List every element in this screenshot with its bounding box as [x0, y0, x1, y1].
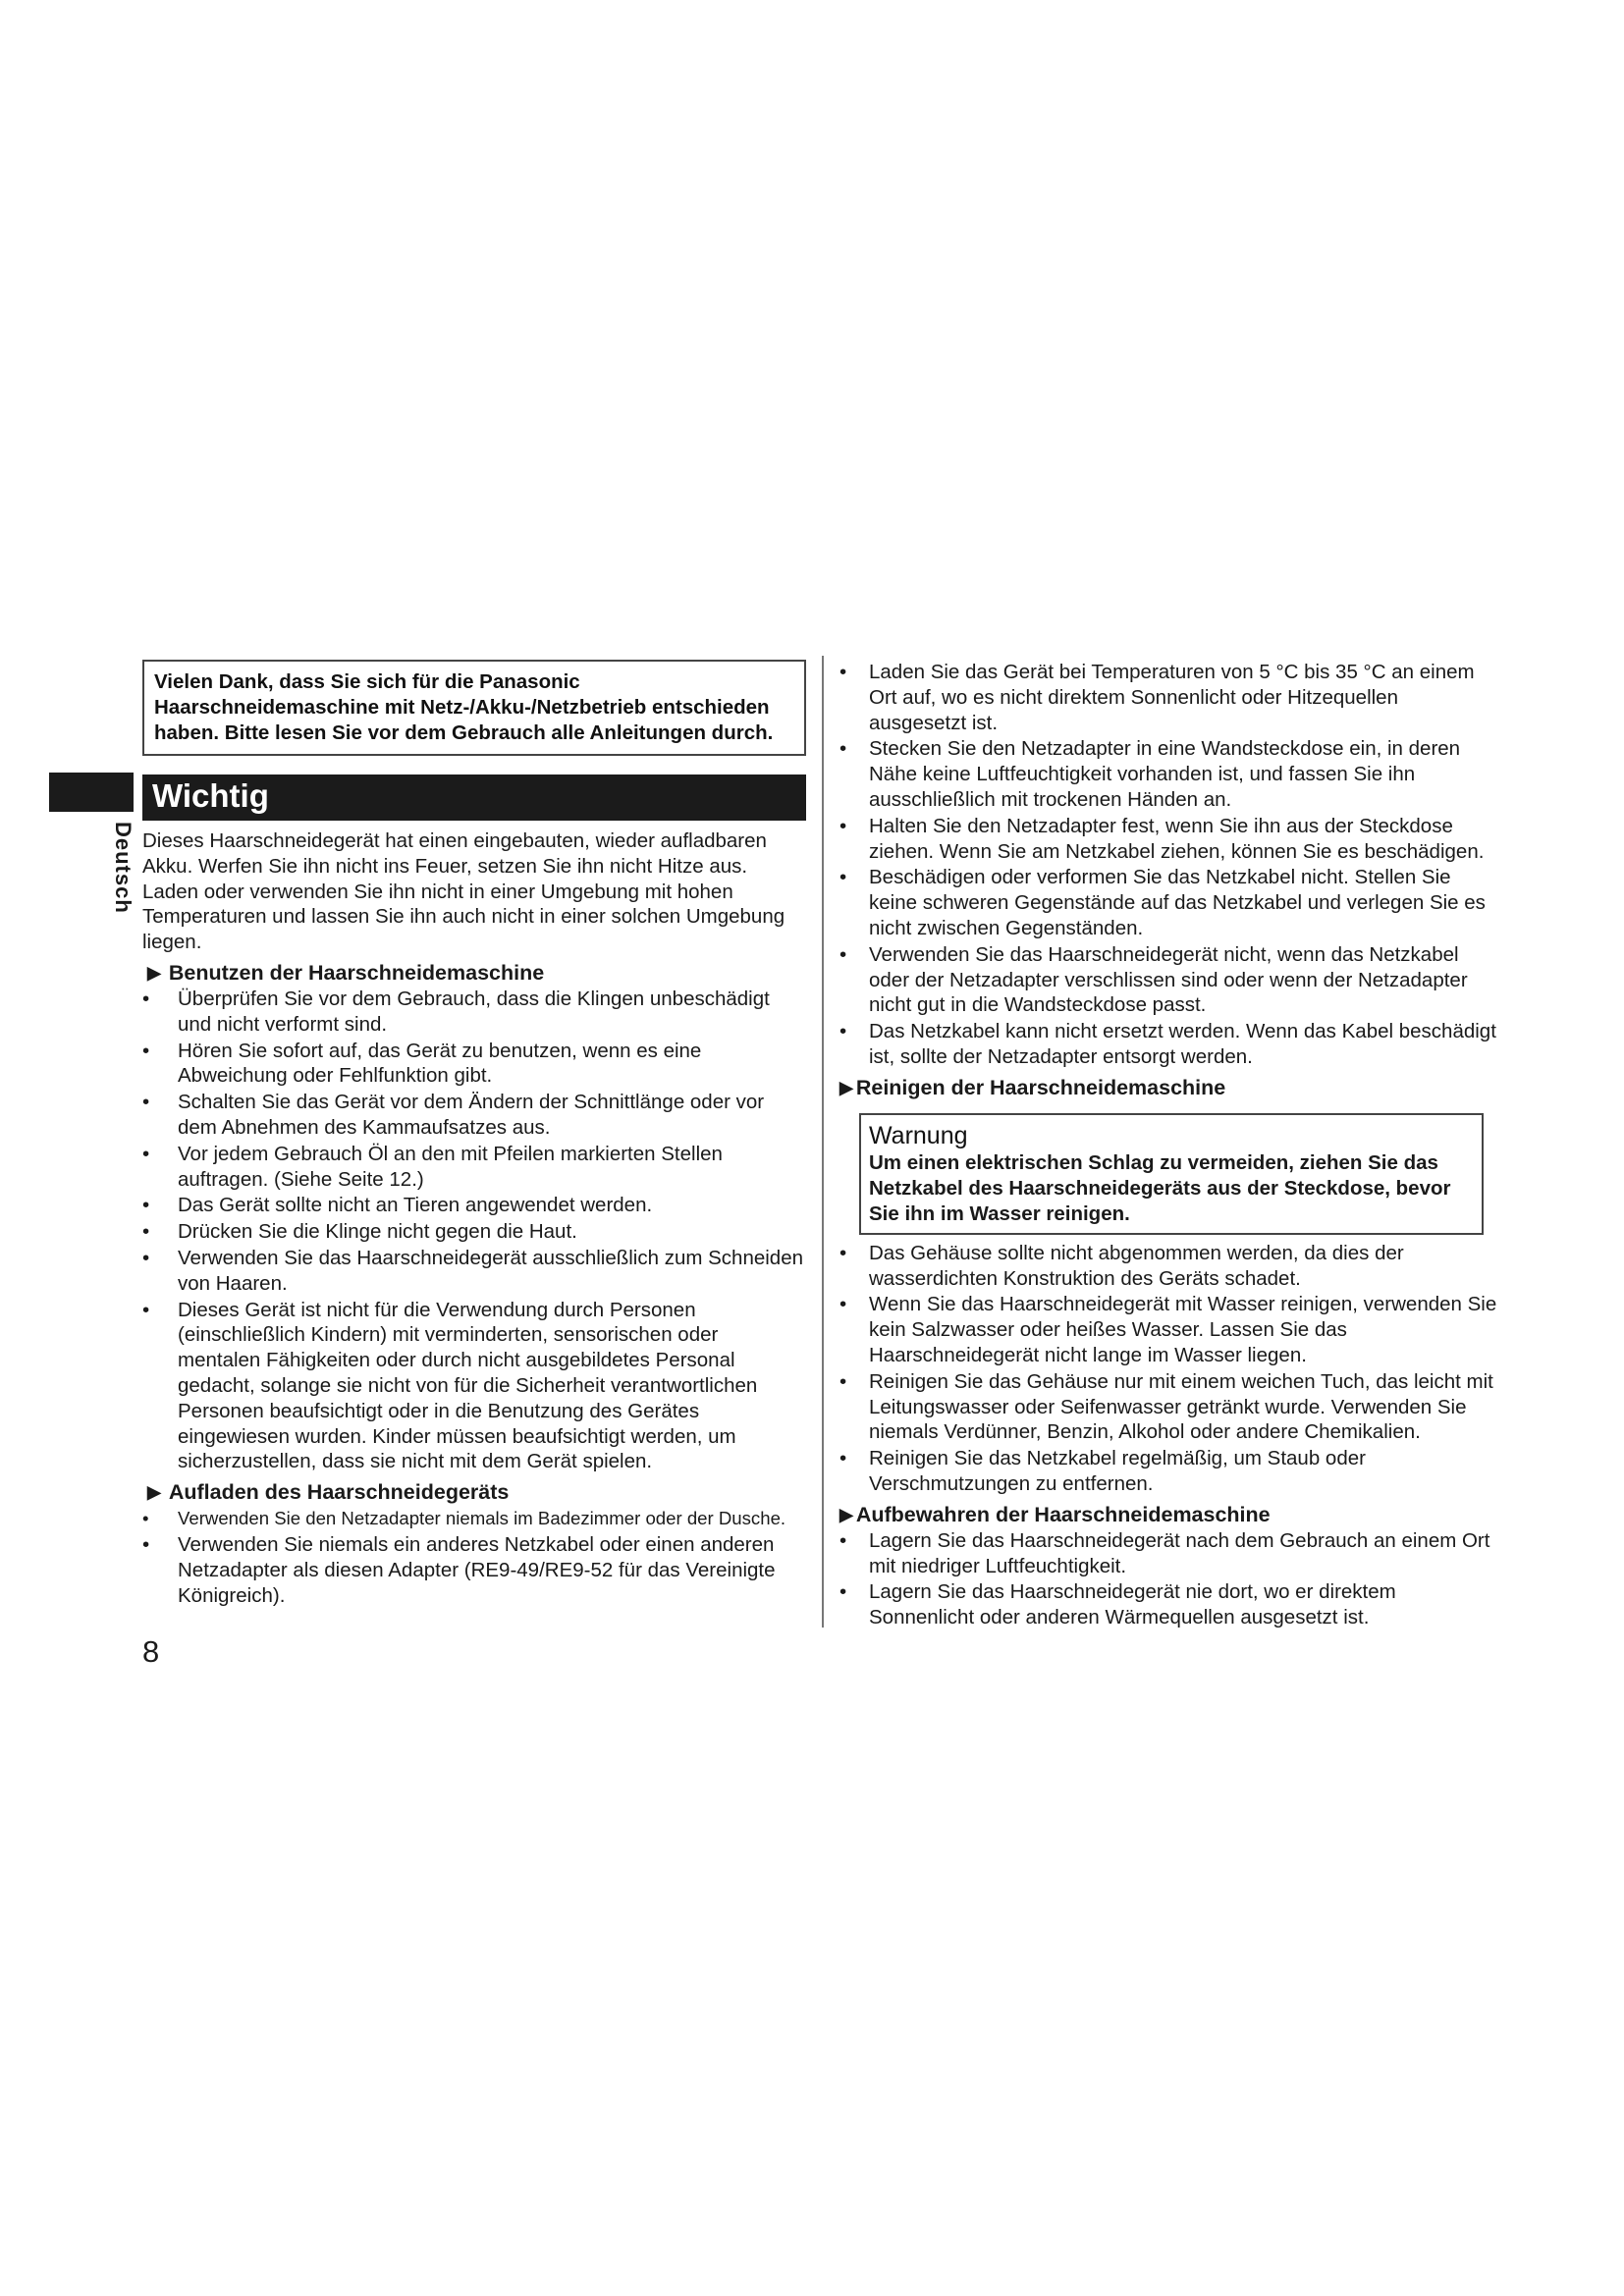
list-item: • Vor jedem Gebrauch Öl an den mit Pfeilen markierten Stellen auftragen. (Siehe Seite 12.)	[142, 1142, 723, 1191]
list-item: • Lagern Sie das Haarschneidegerät nach dem Gebrauch an einem Ort mit niedriger Luftfeuchtigkeit.	[839, 1528, 1490, 1577]
list-item: • Verwenden Sie den Netzadapter niemals im Badezimmer oder der Dusche.	[142, 1508, 786, 1529]
section-heading	[147, 959, 806, 987]
section-title: Reinigen der Haarschneidemaschine	[855, 1075, 1226, 1099]
list-item: • Halten Sie den Netzadapter fest, wenn Sie ihn aus der Steckdose ziehen. Wenn Sie am Netzkabel ziehen, können Sie es beschädigen.	[839, 814, 1485, 863]
section-heading	[839, 1074, 1497, 1101]
section-charging	[142, 1478, 806, 1608]
page-number: 8	[142, 1634, 160, 1669]
section-title: Benutzen der Haarschneidemaschine	[168, 960, 545, 985]
arrow-right-icon: ▶	[147, 962, 161, 983]
list-item: • Schalten Sie das Gerät vor dem Ändern der Schnittlänge oder vor dem Abnehmen des Kammaufsatzes aus.	[142, 1091, 765, 1139]
list-item: • Hören Sie sofort auf, das Gerät zu benutzen, wenn es eine Abweichung oder Fehlfunktion gibt.	[142, 1039, 702, 1088]
bullet-list	[142, 987, 806, 1474]
list-item: • Stecken Sie den Netzadapter in eine Wandsteckdose ein, in deren Nähe keine Luftfeuchtigkeit vorhanden ist, und fassen Sie ihn ausschließlich mit trockenen Händen an.	[839, 737, 1461, 811]
list-item: • Laden Sie das Gerät bei Temperaturen von 5 °C bis 35 °C an einem Ort auf, wo es nicht direktem Sonnenlicht oder Hitzequellen ausgesetzt ist.	[839, 661, 1475, 734]
important-paragraph: Dieses Haarschneidegerät hat einen eingebauten, wieder aufladbaren Akku. Werfen Sie ihn nicht ins Feuer, setzen Sie ihn nicht Hitze aus. Laden oder verwenden Sie ihn nicht in einer Umgebung mit hohen Temperaturen und lassen Sie ihn auch nicht in einer solchen Umgebung liegen.	[142, 829, 785, 954]
bullet-list-charging-continued	[839, 660, 1497, 1070]
list-item: • Das Gerät sollte nicht an Tieren angewendet werden.	[142, 1194, 653, 1217]
list-item: • Reinigen Sie das Gehäuse nur mit einem weichen Tuch, das leicht mit Leitungswasser oder Seifenwasser getränkt wurde. Verwenden Sie niemals Verdünner, Benzin, Alkohol oder andere Chemikalien.	[839, 1369, 1493, 1444]
section-heading	[147, 1478, 806, 1506]
list-item: • Drücken Sie die Klinge nicht gegen die Haut.	[142, 1220, 577, 1244]
list-item: • Das Gehäuse sollte nicht abgenommen werden, da dies der wasserdichten Konstruktion des Geräts schadet.	[839, 1241, 1404, 1290]
right-column	[839, 660, 1497, 1631]
list-item: • Beschädigen oder verformen Sie das Netzkabel nicht. Stellen Sie keine schweren Gegenstände auf das Netzkabel und verlegen Sie es nicht zwischen Gegenständen.	[839, 866, 1486, 939]
warning-box	[859, 1113, 1484, 1235]
bullet-list	[839, 1241, 1497, 1497]
section-heading	[839, 1501, 1497, 1528]
list-item: • Das Netzkabel kann nicht ersetzt werden. Wenn das Kabel beschädigt ist, sollte der Netzadapter entsorgt werden.	[839, 1020, 1496, 1068]
list-item: • Verwenden Sie das Haarschneidegerät nicht, wenn das Netzkabel oder der Netzadapter verschlissen sind oder wenn der Netzadapter nicht gut in die Wandsteckdose passt.	[839, 942, 1468, 1017]
bullet-list	[839, 1528, 1497, 1630]
column-divider	[822, 656, 824, 1628]
language-label: Deutsch	[111, 822, 135, 914]
section-using	[142, 959, 806, 1474]
list-item: • Überprüfen Sie vor dem Gebrauch, dass die Klingen unbeschädigt und nicht verformt sind.	[142, 987, 770, 1036]
arrow-right-icon: ▶	[147, 1482, 161, 1503]
section-storage	[839, 1501, 1497, 1630]
language-tab-marker	[49, 773, 134, 812]
important-heading: Wichtig	[142, 774, 806, 821]
left-column	[142, 660, 806, 1609]
section-title: Aufladen des Haarschneidegeräts	[168, 1480, 510, 1505]
bullet-list	[142, 1506, 806, 1608]
warning-title: Warnung	[869, 1121, 968, 1149]
list-item: • Dieses Gerät ist nicht für die Verwendung durch Personen (einschließlich Kindern) mit verminderten, sensorischen oder mentalen Fähigkeiten oder durch nicht ausgebildetes Personal gedacht, solange sie nicht von für die Sicherheit verantwortlichen Personen beaufsichtigt oder in die Benutzung des Gerätes eingewiesen wurden. Kinder müssen beaufsichtigt werden, um sicherzustellen, dass sie nicht mit dem Gerät spielen.	[142, 1298, 758, 1473]
section-cleaning	[839, 1074, 1497, 1497]
list-item: • Verwenden Sie niemals ein anderes Netzkabel oder einen anderen Netzadapter als diesen Adapter (RE9-49/RE9-52 für das Vereinigte Königreich).	[142, 1532, 776, 1607]
list-item: • Verwenden Sie das Haarschneidegerät ausschließlich zum Schneiden von Haaren.	[142, 1246, 804, 1295]
section-title: Aufbewahren der Haarschneidemaschine	[855, 1502, 1271, 1526]
intro-box: Vielen Dank, dass Sie sich für die Panasonic Haarschneidemaschine mit Netz-/Akku-/Netzbetrieb entschieden haben. Bitte lesen Sie vor dem Gebrauch alle Anleitungen durch.	[142, 660, 806, 756]
list-item: • Wenn Sie das Haarschneidegerät mit Wasser reinigen, verwenden Sie kein Salzwasser oder heißes Wasser. Lassen Sie das Haarschneidegerät nicht lange im Wasser liegen.	[839, 1293, 1497, 1366]
warning-text: Um einen elektrischen Schlag zu vermeiden, ziehen Sie das Netzkabel des Haarschneidegeräts aus der Steckdose, bevor Sie ihn im Wasser reinigen.	[869, 1150, 1451, 1225]
arrow-right-icon: ▶	[839, 1504, 853, 1524]
list-item: • Reinigen Sie das Netzkabel regelmäßig, um Staub oder Verschmutzungen zu entfernen.	[839, 1447, 1366, 1495]
arrow-right-icon: ▶	[839, 1077, 853, 1097]
list-item: • Lagern Sie das Haarschneidegerät nie dort, wo er direktem Sonnenlicht oder anderen Wärmequellen ausgesetzt ist.	[839, 1580, 1396, 1629]
